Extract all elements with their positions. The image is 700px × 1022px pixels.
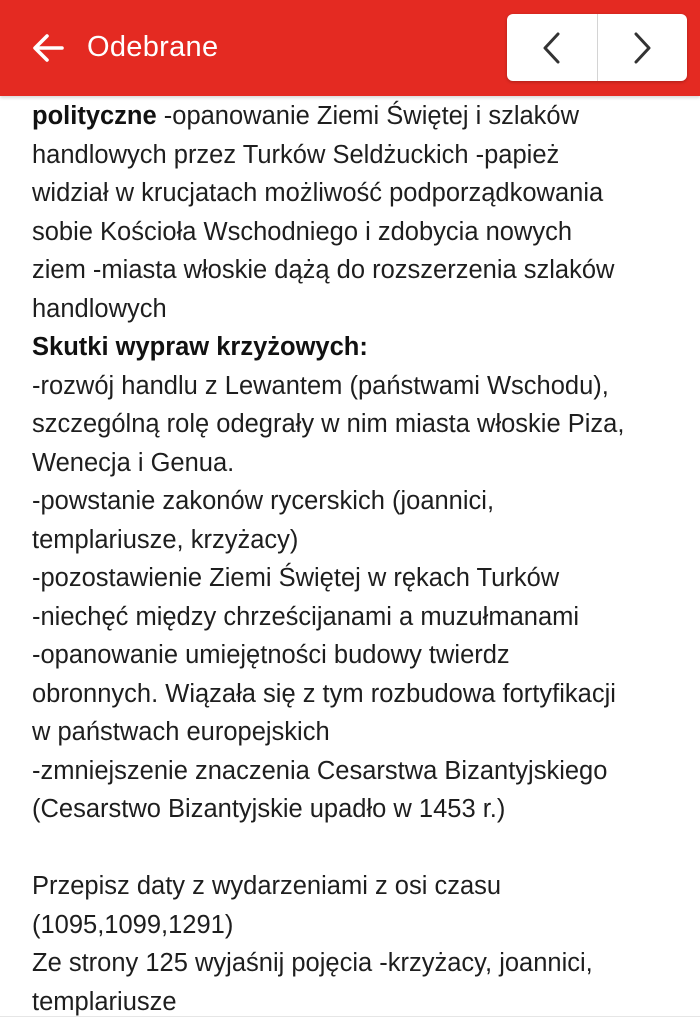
message-line <box>32 251 682 290</box>
message-line <box>32 136 682 175</box>
message-line <box>32 598 682 637</box>
message-text: (1095,1099,1291) <box>32 910 234 939</box>
chevron-right-icon <box>630 31 654 65</box>
divider <box>0 1016 700 1017</box>
message-text: templariusze, krzyżacy) <box>32 525 299 554</box>
message-text: ziem -miasta włoskie dążą do rozszerzenia szlaków <box>32 256 615 284</box>
message-line <box>32 444 682 483</box>
message-line <box>32 752 682 791</box>
message-line <box>32 97 682 136</box>
blank-line <box>32 829 682 868</box>
message-line <box>32 790 682 829</box>
message-line <box>32 328 682 367</box>
back-button[interactable] <box>26 26 70 70</box>
message-text: -opanowanie umiejętności budowy twierdz <box>32 641 510 669</box>
message-line <box>32 559 682 598</box>
message-text: obronnych. Wiązała się z tym rozbudowa fortyfikacji <box>32 679 616 708</box>
message-text: szczególną rolę odegrały w nim miasta włoskie Piza, <box>32 410 625 438</box>
message-text: -niechęć między chrześcijanami a muzułmanami <box>32 602 580 631</box>
message-text: -opanowanie Ziemi Świętej i szlaków <box>156 102 580 130</box>
message-line <box>32 521 682 560</box>
message-line <box>32 867 682 906</box>
message-line <box>32 482 682 521</box>
message-text: handlowych przez Turków Seldżuckich -papież <box>32 140 560 169</box>
message-text: Przepisz daty z wydarzeniami z osi czasu <box>32 872 502 900</box>
message-text: sobie Kościoła Wschodniego i zdobycia nowych <box>32 217 573 246</box>
message-text: -zmniejszenie znaczenia Cesarstwa Bizantyjskiego <box>32 756 608 785</box>
message-text: (Cesarstwo Bizantyjskie upadło w 1453 r.) <box>32 795 506 823</box>
message-line <box>32 213 682 252</box>
app-header <box>0 0 700 96</box>
previous-message-button[interactable] <box>507 14 597 81</box>
message-text: -powstanie zakonów rycerskich (joannici, <box>32 487 495 515</box>
message-text: -rozwój handlu z Lewantem (państwami Wschodu), <box>32 371 609 400</box>
message-line <box>32 944 682 983</box>
next-message-button[interactable] <box>598 14 688 81</box>
message-nav-group <box>507 14 687 81</box>
message-line <box>32 174 682 213</box>
message-text: Wenecja i Genua. <box>32 448 235 477</box>
message-text: w państwach europejskich <box>32 718 330 746</box>
message-line <box>32 906 682 945</box>
message-line <box>32 675 682 714</box>
page-title: Odebrane <box>87 31 219 63</box>
message-text: -pozostawienie Ziemi Świętej w rękach Turków <box>32 564 560 592</box>
message-line <box>32 405 682 444</box>
message-text: templariusze <box>32 987 177 1016</box>
message-text: handlowych <box>32 294 167 323</box>
message-line <box>32 367 682 406</box>
arrow-left-icon <box>30 30 66 66</box>
message-line <box>32 636 682 675</box>
chevron-left-icon <box>540 31 564 65</box>
message-bold-text: polityczne <box>32 102 157 130</box>
message-line <box>32 290 682 329</box>
message-text: widział w krucjatach możliwość podporządkowania <box>32 179 604 207</box>
message-text: Ze strony 125 wyjaśnij pojęcia -krzyżacy, joannici, <box>32 949 593 977</box>
message-line <box>32 713 682 752</box>
message-body <box>32 97 682 1021</box>
message-bold-text: Skutki wypraw krzyżowych: <box>32 333 368 361</box>
